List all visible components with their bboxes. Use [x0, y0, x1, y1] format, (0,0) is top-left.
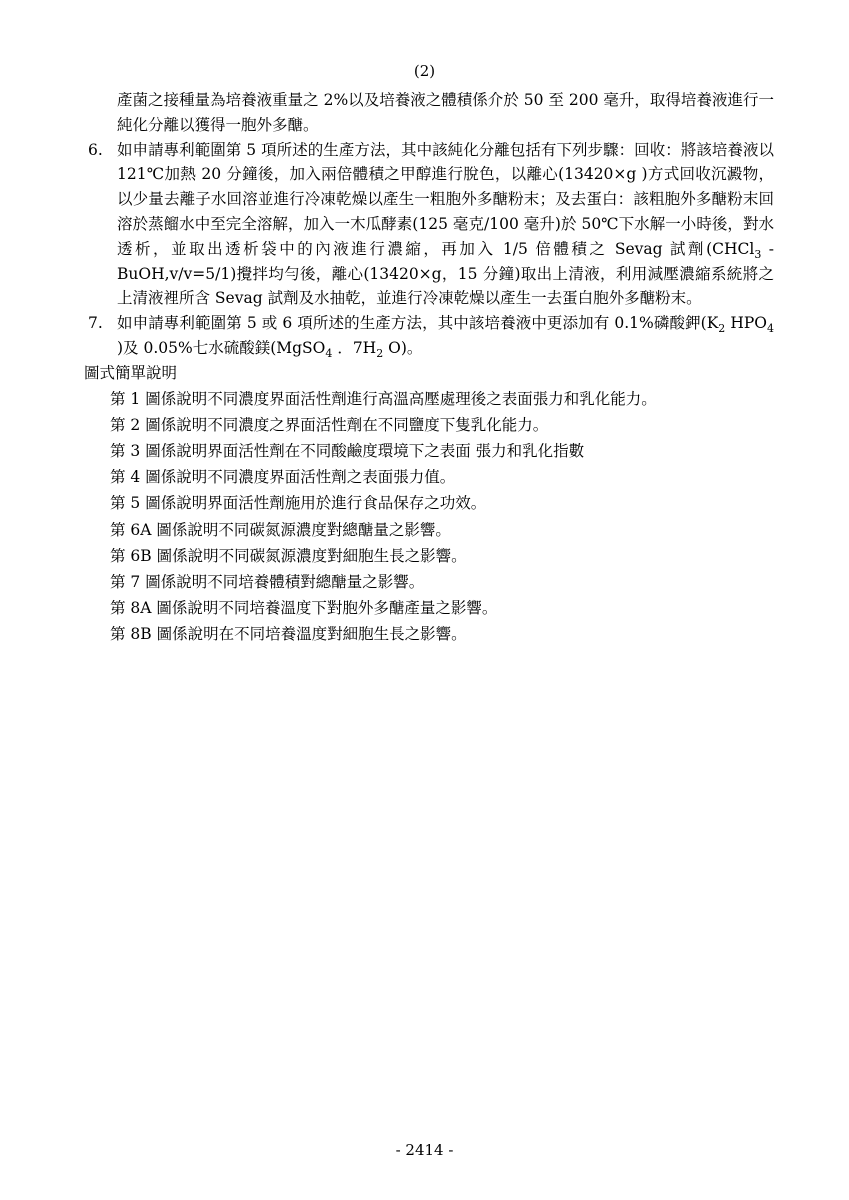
figure-description-item: 第 8A 圖係說明不同培養溫度下對胞外多醣產量之影響。 — [110, 599, 498, 618]
claim-7-text-part-b: HPO — [725, 314, 767, 333]
figure-description-item: 第 6B 圖係說明不同碳氮源濃度對細胞生長之影響。 — [110, 546, 467, 565]
chcl3-subscript: 3 — [754, 247, 762, 261]
claim-7-text — [117, 314, 774, 361]
claim-7-text-part-c: )及 0.05%七水硫酸鎂(MgSO — [117, 338, 326, 357]
claim-7-number: 7. — [88, 314, 103, 333]
claim-7-text-part-e: O)。 — [383, 338, 423, 357]
figure-description-item: 第 3 圖係說明界面活性劑在不同酸鹼度環境下之表面 張力和乳化指數 — [110, 441, 585, 460]
figure-description-item: 第 7 圖係說明不同培養體積對總醣量之影響。 — [110, 572, 425, 591]
claim-7 — [84, 311, 774, 361]
claim-6-text — [117, 141, 774, 308]
claim-continuation: 產菌之接種量為培養液重量之 2%以及培養液之體積係介於 50 至 200 毫升，取得培養液進行一純化分離以獲得一胞外多醣。 — [117, 91, 774, 134]
page-marker: (2) — [413, 62, 436, 80]
figure-description-item: 第 1 圖係說明不同濃度界面活性劑進行高溫高壓處理後之表面張力和乳化能力。 — [110, 389, 657, 408]
page-number: - 2414 - — [395, 1141, 454, 1159]
hpo4-subscript: 4 — [766, 322, 774, 336]
k2-subscript: 2 — [718, 322, 726, 336]
claim-6-text-part-b: -BuOH,v/v=5/1)攪拌均勻後，離心(13420×g，15 分鐘)取出上清液，利用減壓濃縮系統將之上清液裡所含 Sevag 試劑及水抽乾，並進行冷凍乾燥以產生一去蛋白胞外多醣粉末。 — [117, 239, 774, 308]
mgso4-subscript: 4 — [325, 347, 333, 361]
claim-6-text-part-a: 如申請專利範圍第 5 項所述的生產方法，其中該純化分離包括有下列步驟：回收：將該培養液以 121℃加熱 20 分鐘後，加入兩倍體積之甲醇進行脫色，以離心(13420×g )方式回收沉澱物，以少量去離子水回溶並進行冷凍乾燥以產生一粗胞外多醣粉末；及去蛋白：該粗胞外多醣粉末回溶於蒸餾水中至完全溶解，加入一木瓜酵素(125 毫克/100 毫升)於 50℃下水解一小時後，對水透析，並取出透析袋中的內液進行濃縮，再加入 1/5 倍體積之 Sevag 試劑(CHCl — [117, 140, 774, 258]
claim-6 — [84, 138, 774, 312]
claim-7-text-part-a: 如申請專利範圍第 5 或 6 項所述的生產方法，其中該培養液中更添加有 0.1%磷酸鉀(K — [117, 314, 719, 333]
figures-section-title: 圖式簡單說明 — [84, 363, 178, 382]
h2o-subscript: 2 — [376, 347, 384, 361]
figure-description-item: 第 6A 圖係說明不同碳氮源濃度對總醣量之影響。 — [110, 520, 451, 539]
figure-description-item: 第 8B 圖係說明在不同培養溫度對細胞生長之影響。 — [110, 625, 467, 644]
claim-6-number: 6. — [88, 140, 103, 159]
figure-description-item: 第 5 圖係說明界面活性劑施用於進行食品保存之功效。 — [110, 494, 487, 513]
claim-7-text-part-d: ．7H — [332, 338, 377, 357]
page-content — [84, 88, 774, 648]
figure-description-item: 第 4 圖係說明不同濃度界面活性劑之表面張力值。 — [110, 468, 456, 487]
figure-description-item: 第 2 圖係說明不同濃度之界面活性劑在不同鹽度下隻乳化能力。 — [110, 415, 549, 434]
figure-description-list — [110, 386, 774, 648]
